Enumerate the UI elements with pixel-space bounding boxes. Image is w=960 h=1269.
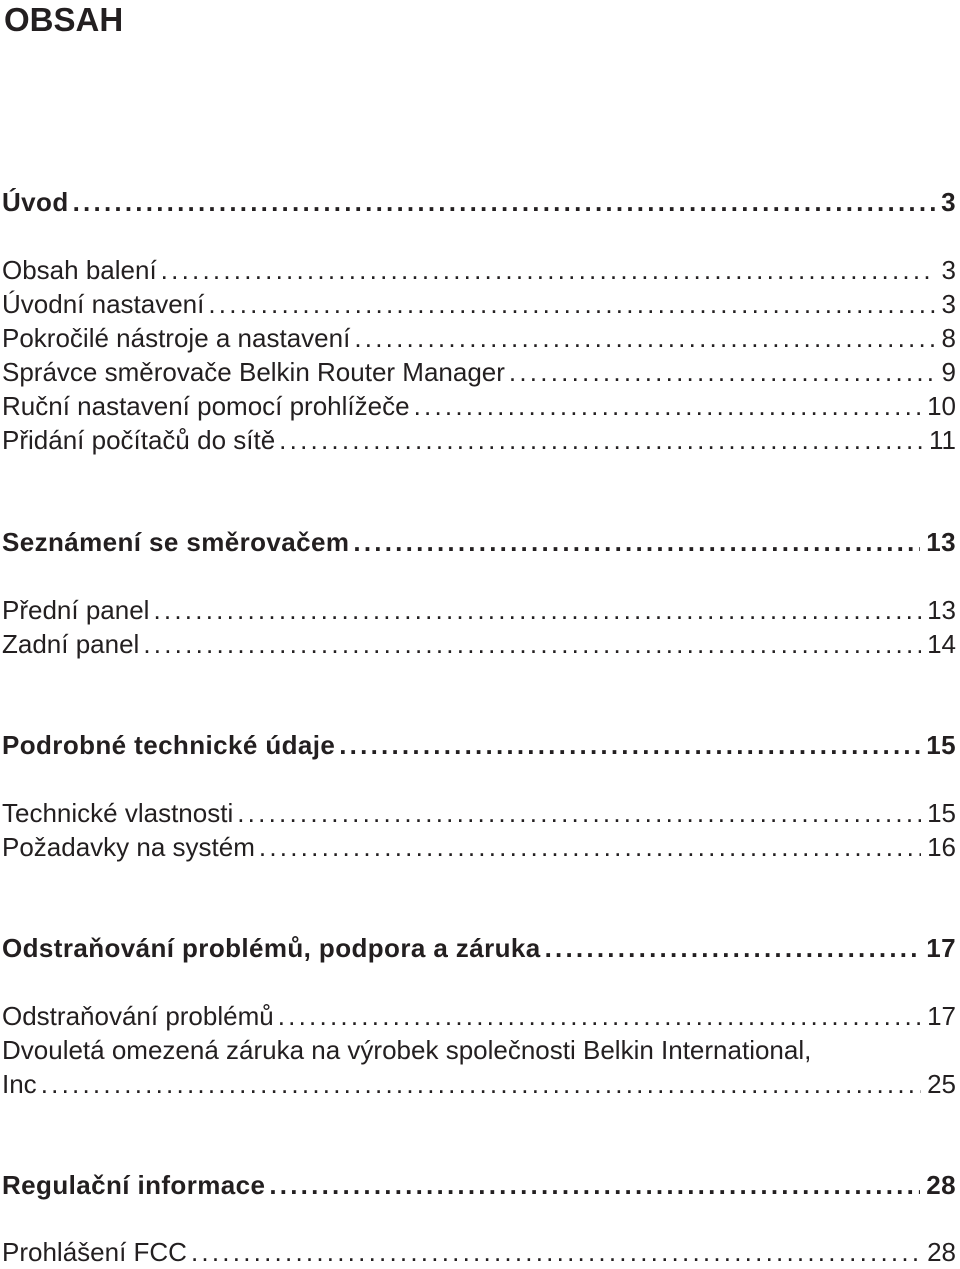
toc-page-number: 3 bbox=[941, 187, 956, 217]
toc-page-number: 17 bbox=[926, 933, 956, 963]
toc-item-label: Obsah balení bbox=[2, 255, 157, 285]
toc-item[interactable] bbox=[2, 423, 956, 457]
toc-leader-dots bbox=[41, 1067, 921, 1101]
toc-item[interactable] bbox=[2, 830, 956, 864]
toc-leader-dots bbox=[353, 525, 920, 559]
toc-section-seznameni[interactable] bbox=[2, 525, 956, 559]
toc-page-number: 25 bbox=[927, 1069, 956, 1099]
toc-page-number: 10 bbox=[927, 391, 956, 421]
toc-leader-dots bbox=[153, 593, 921, 627]
toc-page-number: 9 bbox=[941, 357, 956, 387]
toc-leader-dots bbox=[545, 931, 921, 965]
toc-page-number: 13 bbox=[927, 595, 956, 625]
toc-page-number: 28 bbox=[926, 1170, 956, 1200]
toc-page-number: 15 bbox=[926, 730, 956, 760]
toc-page-number: 8 bbox=[941, 323, 956, 353]
toc-page-number: 3 bbox=[941, 289, 956, 319]
toc-item[interactable] bbox=[2, 287, 956, 321]
toc-item[interactable] bbox=[2, 627, 956, 661]
toc-leader-dots bbox=[161, 253, 936, 287]
toc-section-label: Regulační informace bbox=[2, 1170, 266, 1200]
toc-item[interactable] bbox=[2, 796, 956, 830]
toc-item[interactable] bbox=[2, 389, 956, 423]
toc-section-odstranovani[interactable] bbox=[2, 931, 956, 965]
toc-item[interactable] bbox=[2, 253, 956, 287]
toc-item[interactable] bbox=[2, 355, 956, 389]
toc-item[interactable] bbox=[2, 321, 956, 355]
toc-item-label: Úvodní nastavení bbox=[2, 289, 205, 319]
toc-section-podrobne[interactable] bbox=[2, 728, 956, 762]
toc-item[interactable] bbox=[2, 1067, 956, 1101]
toc-leader-dots bbox=[354, 321, 935, 355]
toc-item-label: Správce směrovače Belkin Router Manager bbox=[2, 357, 505, 387]
toc-item-wrapped-first-line[interactable]: Dvouletá omezená záruka na výrobek společnosti Belkin International, bbox=[2, 1035, 812, 1065]
toc-leader-dots bbox=[143, 627, 921, 661]
toc-page-number: 17 bbox=[927, 1001, 956, 1031]
toc-leader-dots bbox=[414, 389, 922, 423]
toc-item-label: Prohlášení FCC bbox=[2, 1237, 187, 1267]
toc-leader-dots bbox=[278, 999, 921, 1033]
toc-page-number: 28 bbox=[927, 1237, 956, 1267]
toc-section-uvod[interactable] bbox=[2, 185, 956, 219]
toc-section-label: Úvod bbox=[2, 187, 69, 217]
toc-leader-dots bbox=[259, 830, 921, 864]
toc-leader-dots bbox=[73, 185, 936, 219]
toc-item[interactable] bbox=[2, 999, 956, 1033]
toc-item-label: Přední panel bbox=[2, 595, 150, 625]
toc-item-label: Odstraňování problémů bbox=[2, 1001, 274, 1031]
toc-leader-dots bbox=[269, 1168, 920, 1202]
toc-leader-dots bbox=[279, 423, 923, 457]
toc-item-label: Inc bbox=[2, 1069, 37, 1099]
toc-page-number: 15 bbox=[927, 798, 956, 828]
toc-page-number: 3 bbox=[941, 255, 956, 285]
toc-leader-dots bbox=[339, 728, 920, 762]
toc-item-label: Přidání počítačů do sítě bbox=[2, 425, 276, 455]
toc-section-label: Podrobné technické údaje bbox=[2, 730, 336, 760]
toc-leader-dots bbox=[509, 355, 936, 389]
toc-item-label: Pokročilé nástroje a nastavení bbox=[2, 323, 351, 353]
toc-page-number: 13 bbox=[926, 527, 956, 557]
toc-leader-dots bbox=[237, 796, 921, 830]
toc-item-label: Požadavky na systém bbox=[2, 832, 255, 862]
toc-leader-dots bbox=[191, 1235, 921, 1269]
toc-section-regulacni[interactable] bbox=[2, 1168, 956, 1202]
toc-section-label: Seznámení se směrovačem bbox=[2, 527, 350, 557]
toc-page-number: 14 bbox=[927, 629, 956, 659]
toc-page-number: 11 bbox=[929, 425, 956, 455]
toc-item-label: Technické vlastnosti bbox=[2, 798, 234, 828]
page-title: OBSAH bbox=[4, 1, 124, 38]
toc-item-label: Ruční nastavení pomocí prohlížeče bbox=[2, 391, 410, 421]
toc-item-label: Zadní panel bbox=[2, 629, 140, 659]
toc-page-number: 16 bbox=[927, 832, 956, 862]
toc-item[interactable] bbox=[2, 1235, 956, 1269]
toc-item[interactable] bbox=[2, 593, 956, 627]
toc-leader-dots bbox=[208, 287, 935, 321]
toc-section-label: Odstraňování problémů, podpora a záruka bbox=[2, 933, 541, 963]
